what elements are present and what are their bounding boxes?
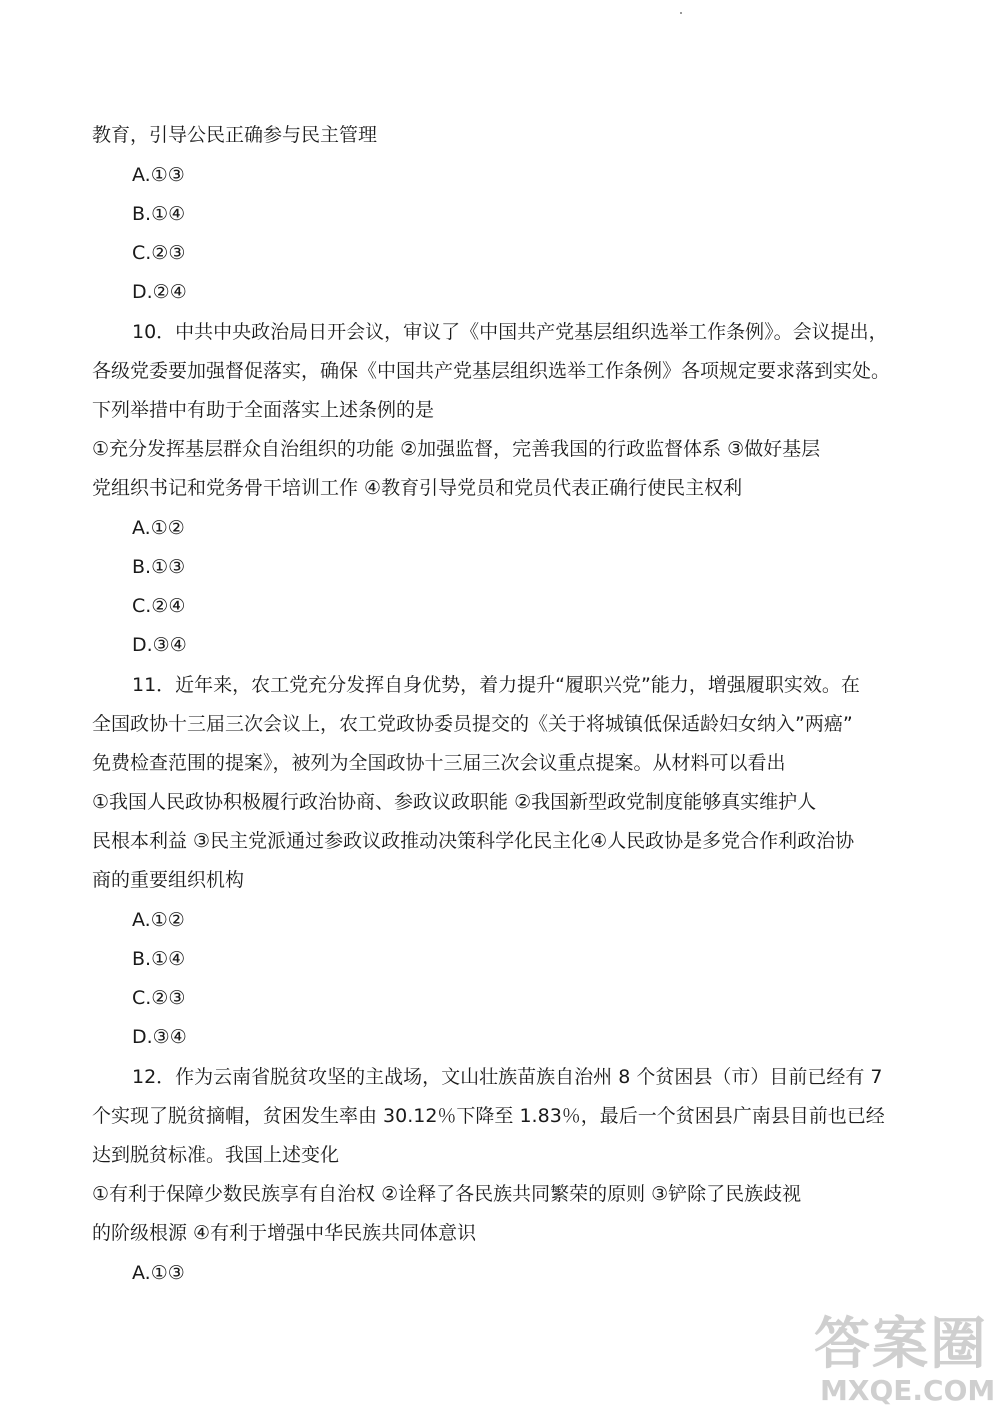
q10-stem-line-2: 各级党委要加强督促落实，确保《中国共产党基层组织选举工作条例》各项规定要求落到实处。 bbox=[92, 360, 891, 382]
q11-stem-line-1: 11．近年来，农工党充分发挥自身优势，着力提升“履职兴党”能力，增强履职实效。在 bbox=[132, 674, 860, 696]
q9-option-d: D.②④ bbox=[132, 281, 187, 303]
q10-option-a: A.①② bbox=[132, 517, 185, 539]
q11-stem-line-3: 免费检查范围的提案》，被列为全国政协十三届三次会议重点提案。从材料可以看出 bbox=[92, 752, 786, 774]
q11-option-b: B.①④ bbox=[132, 948, 186, 970]
q11-statements-line-3: 商的重要组织机构 bbox=[92, 869, 245, 891]
q10-option-c: C.②④ bbox=[132, 595, 186, 617]
q12-stem-line-2: 个实现了脱贫摘帽，贫困发生率由 30.12％下降至 1.83％，最后一个贫困县广南县目前也已经 bbox=[92, 1105, 885, 1127]
q9-option-b: B.①④ bbox=[132, 203, 186, 225]
q11-option-a: A.①② bbox=[132, 909, 185, 931]
q10-option-d: D.③④ bbox=[132, 634, 187, 656]
q12-option-a: A.①③ bbox=[132, 1262, 185, 1284]
q11-statements-line-2: 民根本利益 ③民主党派通过参政议政推动决策科学化民主化④人民政协是多党合作利政治协 bbox=[92, 830, 855, 852]
q9-stem-tail: 教育，引导公民正确参与民主管理 bbox=[92, 124, 378, 146]
q9-option-a: A.①③ bbox=[132, 164, 185, 186]
q12-statements-line-2: 的阶级根源 ④有利于增强中华民族共同体意识 bbox=[92, 1222, 477, 1244]
q11-stem-line-2: 全国政协十三届三次会议上，农工党政协委员提交的《关于将城镇低保适龄妇女纳入”两癌” bbox=[92, 713, 853, 735]
q10-option-b: B.①③ bbox=[132, 556, 186, 578]
q11-option-d: D.③④ bbox=[132, 1026, 187, 1048]
q10-statements-line-1: ①充分发挥基层群众自治组织的功能 ②加强监督，完善我国的行政监督体系 ③做好基层 bbox=[92, 438, 821, 460]
q10-stem-line-3: 下列举措中有助于全面落实上述条例的是 bbox=[92, 399, 435, 421]
q12-stem-line-1: 12．作为云南省脱贫攻坚的主战场，文山壮族苗族自治州 8 个贫困县（市）目前已经有 7 bbox=[132, 1066, 883, 1088]
q12-statements-line-1: ①有利于保障少数民族享有自治权 ②诠释了各民族共同繁荣的原则 ③铲除了民族歧视 bbox=[92, 1183, 802, 1205]
watermark-text: 答案圈 bbox=[814, 1312, 988, 1377]
watermark-logo bbox=[800, 1300, 996, 1410]
scan-dot bbox=[680, 12, 682, 14]
q10-stem-line-1: 10．中共中央政治局日开会议，审议了《中国共产党基层组织选举工作条例》。会议提出， bbox=[132, 321, 888, 343]
watermark-url: MXQE.COM bbox=[820, 1374, 996, 1407]
q10-statements-line-2: 党组织书记和党务骨干培训工作 ④教育引导党员和党员代表正确行使民主权利 bbox=[92, 477, 743, 499]
q11-option-c: C.②③ bbox=[132, 987, 186, 1009]
q11-statements-line-1: ①我国人民政协积极履行政治协商、参政议政职能 ②我国新型政党制度能够真实维护人 bbox=[92, 791, 817, 813]
q9-option-c: C.②③ bbox=[132, 242, 186, 264]
q12-stem-line-3: 达到脱贫标准。我国上述变化 bbox=[92, 1144, 340, 1166]
